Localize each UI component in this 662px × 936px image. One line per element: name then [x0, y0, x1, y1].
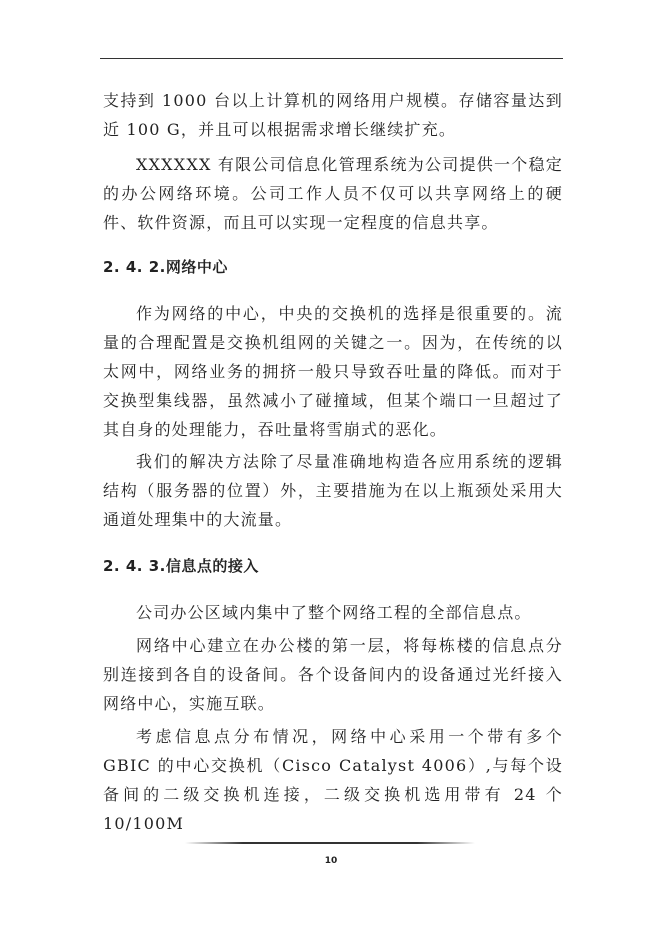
paragraph-3: 作为网络的中心，中央的交换机的选择是很重要的。流量的合理配置是交换机组网的关键之一。因为，在传统的以太网中，网络业务的拥挤一般只导致吞吐量的降低。而对于交换型集线器，虽然减小了碰撞域，但某个端口一旦超过了其自身的处理能力，吞吐量将雪崩式的恶化。 [103, 304, 563, 439]
footer-rule [185, 842, 475, 844]
header-rule [100, 58, 563, 59]
section-heading-info-point-access: 2. 4. 3.信息点的接入 [103, 557, 259, 575]
paragraph-7: 考虑信息点分布情况，网络中心采用一个带有多个 GBIC 的中心交换机（Cisco Catalyst 4006）,与每个设备间的二级交换机连接，二级交换机选用带有 24 个 10/100M [103, 727, 563, 833]
paragraph-4: 我们的解决方法除了尽量准确地构造各应用系统的逻辑结构（服务器的位置）外，主要措施为在以上瓶颈处采用大通道处理集中的大流量。 [103, 452, 563, 529]
paragraph-2: XXXXXX 有限公司信息化管理系统为公司提供一个稳定的办公网络环境。公司工作人员不仅可以共享网络上的硬件、软件资源，而且可以实现一定程度的信息共享。 [103, 155, 563, 232]
paragraph-6: 网络中心建立在办公楼的第一层，将每栋楼的信息点分别连接到各自的设备间。各个设备间内的设备通过光纤接入网络中心，实施互联。 [103, 636, 563, 713]
section-heading-network-center: 2. 4. 2.网络中心 [103, 258, 228, 276]
document-body [103, 86, 563, 838]
page-number: 10 [324, 856, 338, 866]
paragraph-1: 支持到 1000 台以上计算机的网络用户规模。存储容量达到近 100 G，并且可以根据需求增长继续扩充。 [103, 91, 563, 139]
paragraph-5: 公司办公区域内集中了整个网络工程的全部信息点。 [136, 603, 532, 622]
